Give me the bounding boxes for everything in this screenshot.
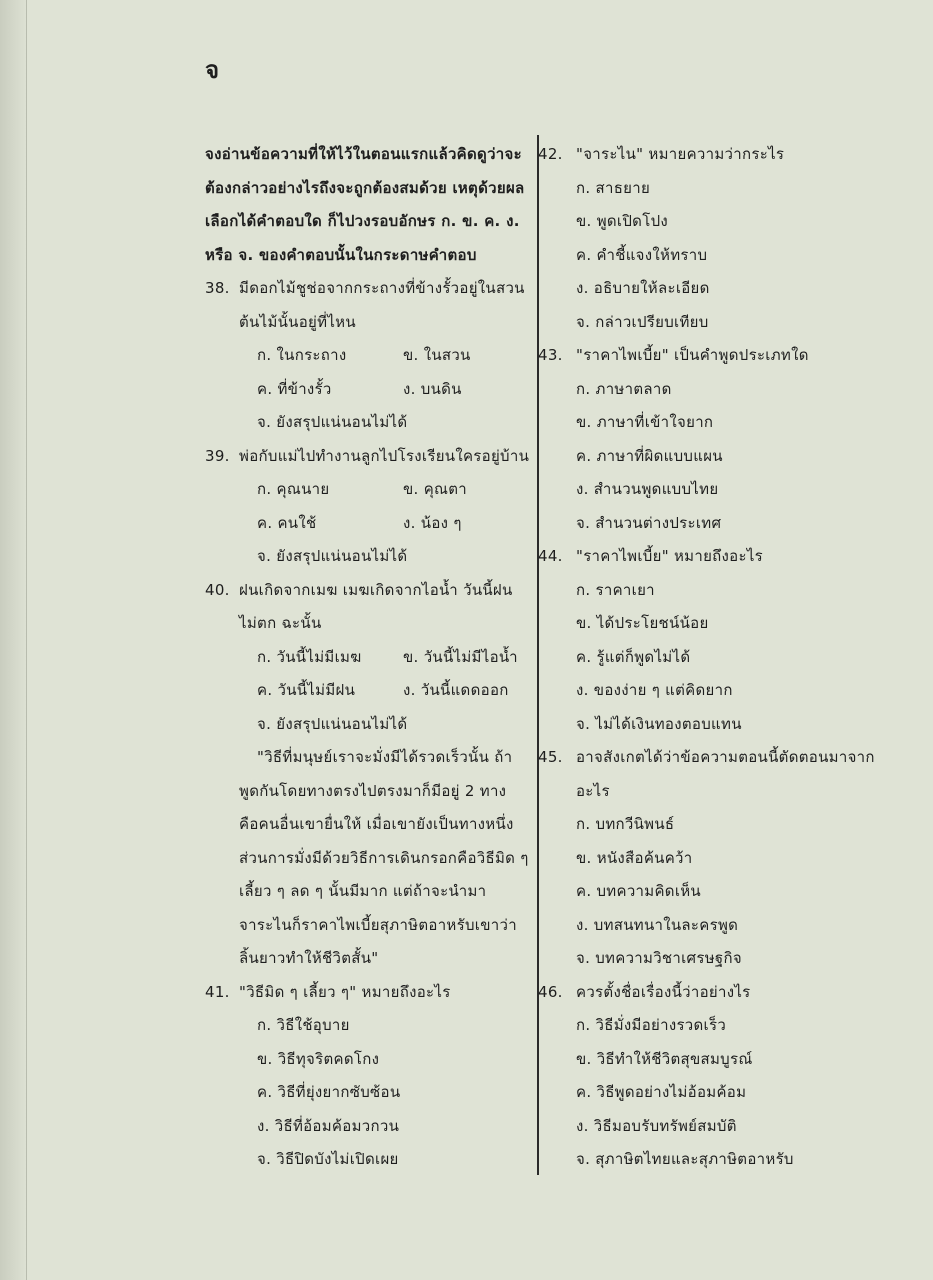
question-text-cont: อะไร — [576, 781, 610, 800]
left-column — [205, 138, 535, 1177]
option-d: ง. วิธีมอบรับทรัพย์สมบัติ — [576, 1116, 737, 1135]
option-e: จ. สุภาษิตไทยและสุภาษิตอาหรับ — [576, 1150, 794, 1168]
passage-line: จาระไนก็ราคาไพเบี้ยสุภาษิตอาหรับเขาว่า — [239, 915, 517, 934]
option-c: ค. ภาษาที่ผิดแบบแผน — [576, 446, 723, 465]
option-a: ก. คุณนาย — [257, 480, 330, 498]
option-a: ก. วิธีใช้อุบาย — [257, 1016, 350, 1034]
option-c: ค. ที่ข้างรั้ว — [257, 379, 332, 398]
option-b: ข. วิธีทำให้ชีวิตสุขสมบูรณ์ — [576, 1049, 753, 1068]
option-e: จ. ยังสรุปแน่นอนไม่ได้ — [257, 547, 408, 565]
page-letter: จ — [205, 55, 220, 84]
option-d: ง. บนดิน — [403, 379, 462, 398]
question-45 — [538, 741, 888, 775]
page-edge — [0, 0, 27, 1280]
option-b: ข. พูดเปิดโปง — [576, 212, 669, 230]
question-39 — [205, 440, 535, 474]
question-number: 45. — [538, 748, 563, 766]
option-a: ก. บทกวีนิพนธ์ — [576, 815, 675, 833]
option-b: ข. ภาษาที่เข้าใจยาก — [576, 413, 714, 431]
option-e: จ. บทความวิชาเศรษฐกิจ — [576, 949, 742, 967]
option-row — [205, 473, 535, 507]
question-number: 40. — [205, 580, 230, 599]
question-number: 42. — [538, 145, 563, 163]
option-c: ค. วิธีที่ยุ่งยากซับซ้อน — [257, 1083, 401, 1101]
question-42 — [538, 138, 888, 172]
option-b: ข. ในสวน — [403, 346, 471, 364]
passage-line: ลิ้นยาวทำให้ชีวิตสั้น" — [239, 949, 379, 967]
passage-line: พูดกันโดยทางตรงไปตรงมาก็มีอยู่ 2 ทาง — [239, 781, 507, 800]
question-text: "ราคาไพเบี้ย" เป็นคำพูดประเภทใด — [576, 346, 809, 364]
option-a: ก. สาธยาย — [576, 178, 651, 197]
question-text: พ่อกับแม่ไปทำงานลูกไปโรงเรียนใครอยู่บ้าน — [239, 446, 530, 465]
option-d: ง. วันนี้แดดออก — [403, 681, 509, 699]
instructions-line: จงอ่านข้อความที่ให้ไว้ในตอนแรกแล้วคิดดูว่าจะ — [205, 145, 522, 163]
option-row — [205, 373, 535, 407]
question-44 — [538, 540, 888, 574]
option-b: ข. วิธีทุจริตคดโกง — [257, 1049, 380, 1068]
right-column — [538, 138, 888, 1177]
question-43 — [538, 339, 888, 373]
option-row — [205, 641, 535, 675]
option-e: จ. ยังสรุปแน่นอนไม่ได้ — [257, 714, 408, 733]
question-number: 39. — [205, 446, 230, 465]
instructions-line: หรือ จ. ของคำตอบนั้นในกระดาษคำตอบ — [205, 245, 477, 264]
option-d: ง. บทสนทนาในละครพูด — [576, 915, 739, 934]
option-a: ก. ภาษาตลาด — [576, 379, 672, 398]
option-c: ค. รู้แต่ก็พูดไม่ได้ — [576, 647, 691, 666]
option-d: ง. วิธีที่อ้อมค้อมวกวน — [257, 1116, 400, 1135]
option-d: ง. น้อง ๆ — [403, 513, 462, 532]
instructions-line: ต้องกล่าวอย่างไรถึงจะถูกต้องสมด้วย เหตุด้วยผล — [205, 178, 525, 197]
option-b: ข. คุณตา — [403, 480, 468, 498]
option-a: ก. วันนี้ไม่มีเมฆ — [257, 647, 362, 666]
option-d: ง. อธิบายให้ละเอียด — [576, 279, 710, 297]
question-number: 44. — [538, 547, 563, 565]
option-b: ข. ได้ประโยชน์น้อย — [576, 614, 709, 632]
option-row — [205, 507, 535, 541]
option-a: ก. วิธีมั่งมีอย่างรวดเร็ว — [576, 1016, 727, 1034]
passage-line: เลี้ยว ๆ ลด ๆ นั้นมีมาก แต่ถ้าจะนำมา — [239, 882, 487, 900]
option-b: ข. หนังสือค้นคว้า — [576, 848, 693, 867]
question-text: อาจสังเกตได้ว่าข้อความตอนนี้ตัดตอนมาจาก — [576, 748, 875, 766]
option-c: ค. คำชี้แจงให้ทราบ — [576, 245, 708, 264]
option-e: จ. กล่าวเปรียบเทียบ — [576, 312, 709, 331]
option-d: ง. สำนวนพูดแบบไทย — [576, 480, 719, 498]
option-e: จ. ยังสรุปแน่นอนไม่ได้ — [257, 413, 408, 431]
option-e: จ. วิธีปิดบังไม่เปิดเผย — [257, 1150, 399, 1168]
question-text: ควรตั้งชื่อเรื่องนี้ว่าอย่างไร — [576, 982, 751, 1001]
passage-line: "วิธีที่มนุษย์เราจะมั่งมีได้รวดเร็วนั้น ถ้า — [257, 748, 513, 766]
passage-line: ส่วนการมั่งมีด้วยวิธีการเดินกรอกคือวิธีมิด ๆ — [239, 848, 529, 867]
question-text: มีดอกไม้ชูช่อจากกระถางที่ข้างรั้วอยู่ในสวน — [239, 279, 525, 297]
option-e: จ. สำนวนต่างประเทศ — [576, 513, 722, 532]
question-number: 46. — [538, 982, 563, 1001]
question-46 — [538, 976, 888, 1010]
question-38 — [205, 272, 535, 306]
question-text-cont: ต้นไม้นั้นอยู่ที่ไหน — [239, 312, 356, 331]
question-number: 41. — [205, 982, 230, 1001]
question-text-cont: ไม่ตก ฉะนั้น — [239, 614, 322, 632]
question-40 — [205, 574, 535, 608]
option-e: จ. ไม่ได้เงินทองตอบแทน — [576, 714, 742, 733]
passage-line: คือคนอื่นเขายื่นให้ เมื่อเขายังเป็นทางหนึ่ง — [239, 815, 514, 833]
option-c: ค. บทความคิดเห็น — [576, 882, 701, 900]
option-c: ค. คนใช้ — [257, 513, 317, 532]
question-number: 43. — [538, 346, 563, 364]
question-text: ฝนเกิดจากเมฆ เมฆเกิดจากไอน้ำ วันนี้ฝน — [239, 580, 513, 599]
option-row — [205, 674, 535, 708]
question-text: "วิธีมิด ๆ เลี้ยว ๆ" หมายถึงอะไร — [239, 982, 451, 1001]
option-b: ข. วันนี้ไม่มีไอน้ำ — [403, 647, 518, 666]
option-d: ง. ของง่าย ๆ แต่คิดยาก — [576, 681, 733, 699]
instructions-line: เลือกได้คำตอบใด ก็ไปวงรอบอักษร ก. ข. ค. ง. — [205, 212, 520, 230]
question-number: 38. — [205, 279, 230, 297]
question-text: "ราคาไพเบี้ย" หมายถึงอะไร — [576, 547, 764, 565]
option-row — [205, 339, 535, 373]
question-41 — [205, 976, 535, 1010]
option-a: ก. ในกระถาง — [257, 346, 347, 364]
option-a: ก. ราคาเยา — [576, 580, 655, 599]
question-text: "จาระไน" หมายความว่ากระไร — [576, 145, 785, 163]
option-c: ค. วิธีพูดอย่างไม่อ้อมค้อม — [576, 1083, 747, 1101]
option-c: ค. วันนี้ไม่มีฝน — [257, 681, 356, 699]
